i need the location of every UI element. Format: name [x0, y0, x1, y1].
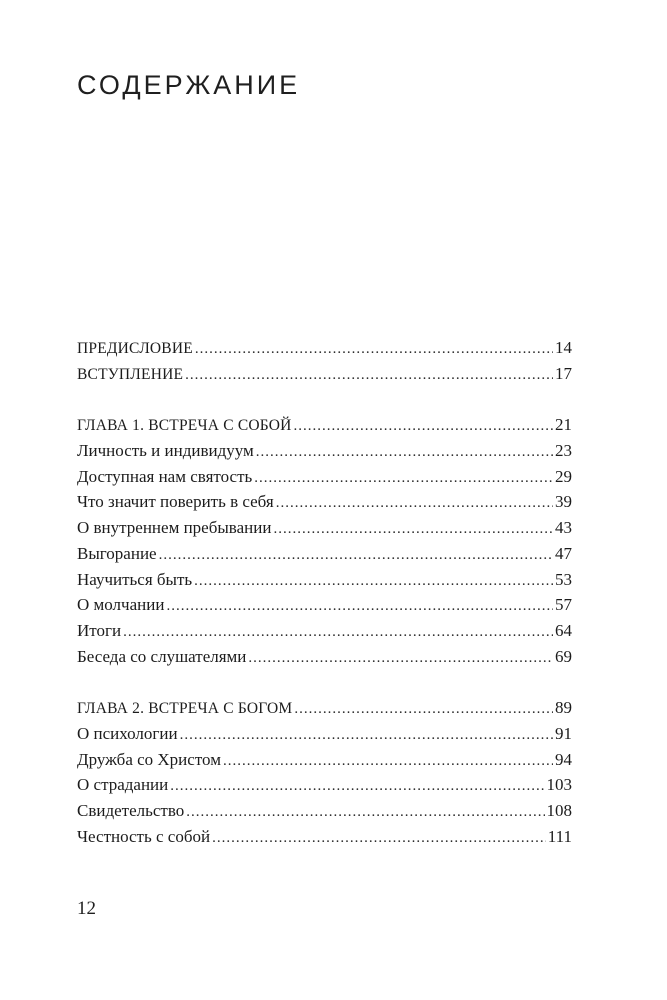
toc-entry[interactable] [77, 592, 572, 618]
toc-entry[interactable] [77, 824, 572, 850]
toc-entry[interactable] [77, 747, 572, 773]
toc-entry-label: Беседа со слушателями [77, 646, 247, 666]
toc-leader-dots [256, 440, 553, 466]
toc-leader-dots [248, 646, 553, 672]
toc-leader-dots [194, 569, 553, 595]
toc-entry-page: 39 [555, 492, 572, 512]
toc-entry-label: ПРЕДИСЛОВИЕ [77, 340, 193, 357]
table-of-contents [77, 335, 572, 849]
toc-entry-label: Личность и индивидуум [77, 441, 254, 461]
toc-leader-dots [273, 517, 553, 543]
page-number: 12 [77, 898, 96, 919]
toc-entry-label: О молчании [77, 595, 165, 615]
toc-entry-foreword[interactable] [77, 335, 572, 361]
toc-leader-dots [170, 774, 544, 800]
toc-leader-dots [159, 543, 553, 569]
toc-entry[interactable] [77, 541, 572, 567]
toc-leader-dots [212, 826, 546, 852]
toc-leader-dots [223, 749, 553, 775]
toc-entry-page: 43 [555, 518, 572, 538]
toc-entry-introduction[interactable] [77, 361, 572, 387]
toc-entry[interactable] [77, 489, 572, 515]
toc-entry-label: О психологии [77, 723, 178, 743]
toc-entry-page: 57 [555, 595, 572, 615]
toc-entry-chapter-1[interactable] [77, 412, 572, 438]
toc-leader-dots [180, 723, 553, 749]
toc-entry-label: О страдании [77, 775, 169, 795]
toc-entry-page: 108 [546, 801, 572, 820]
toc-entry-label: ВСТУПЛЕНИЕ [77, 365, 184, 383]
toc-entry[interactable] [77, 515, 572, 541]
toc-entry-page: 91 [555, 723, 572, 743]
toc-entry-page: 17 [555, 363, 572, 383]
toc-entry-page: 47 [555, 543, 572, 563]
toc-leader-dots [294, 414, 553, 440]
toc-entry-page: 94 [555, 749, 572, 769]
toc-entry-label: О внутреннем пребывании [77, 518, 272, 538]
toc-leader-dots [276, 491, 553, 517]
toc-leader-dots [254, 466, 553, 492]
toc-entry[interactable] [77, 644, 572, 670]
toc-entry[interactable] [77, 798, 572, 824]
toc-leader-dots [195, 337, 553, 363]
toc-entry[interactable] [77, 618, 572, 644]
toc-entry-page: 53 [555, 569, 572, 589]
toc-leader-dots [186, 800, 544, 826]
toc-leader-dots [294, 697, 553, 723]
toc-entry-label: Научиться быть [77, 569, 193, 589]
toc-entry-page: 14 [555, 338, 572, 357]
toc-entry-page: 69 [555, 646, 572, 666]
toc-entry[interactable] [77, 464, 572, 490]
toc-entry-page: 29 [555, 466, 572, 486]
toc-leader-dots [185, 363, 553, 389]
toc-entry-label: Свидетельство [77, 801, 185, 820]
toc-entry-label: Выгорание [77, 543, 157, 563]
toc-leader-dots [166, 594, 553, 620]
toc-entry[interactable] [77, 772, 572, 798]
toc-entry-label: Дружба со Христом [77, 749, 221, 769]
toc-entry-page: 111 [547, 826, 572, 846]
toc-entry-label: Итоги [77, 620, 122, 640]
toc-entry-page: 89 [555, 698, 572, 718]
toc-entry-label: Доступная нам святость [77, 466, 253, 486]
toc-entry-page: 21 [555, 415, 572, 435]
toc-leader-dots [123, 620, 553, 646]
toc-entry-label: ГЛАВА 2. ВСТРЕЧА С БОГОМ [77, 700, 293, 718]
toc-entry-page: 103 [546, 775, 572, 795]
page-title: СОДЕРЖАНИЕ [77, 70, 301, 100]
toc-entry-label: Честность с собой [77, 826, 211, 846]
toc-entry[interactable] [77, 438, 572, 464]
toc-entry-page: 23 [555, 441, 572, 461]
toc-entry[interactable] [77, 567, 572, 593]
toc-entry[interactable] [77, 721, 572, 747]
toc-entry-label: ГЛАВА 1. ВСТРЕЧА С СОБОЙ [77, 417, 292, 435]
toc-entry-chapter-2[interactable] [77, 695, 572, 721]
toc-entry-page: 64 [555, 620, 572, 640]
toc-entry-label: Что значит поверить в себя [77, 492, 274, 512]
